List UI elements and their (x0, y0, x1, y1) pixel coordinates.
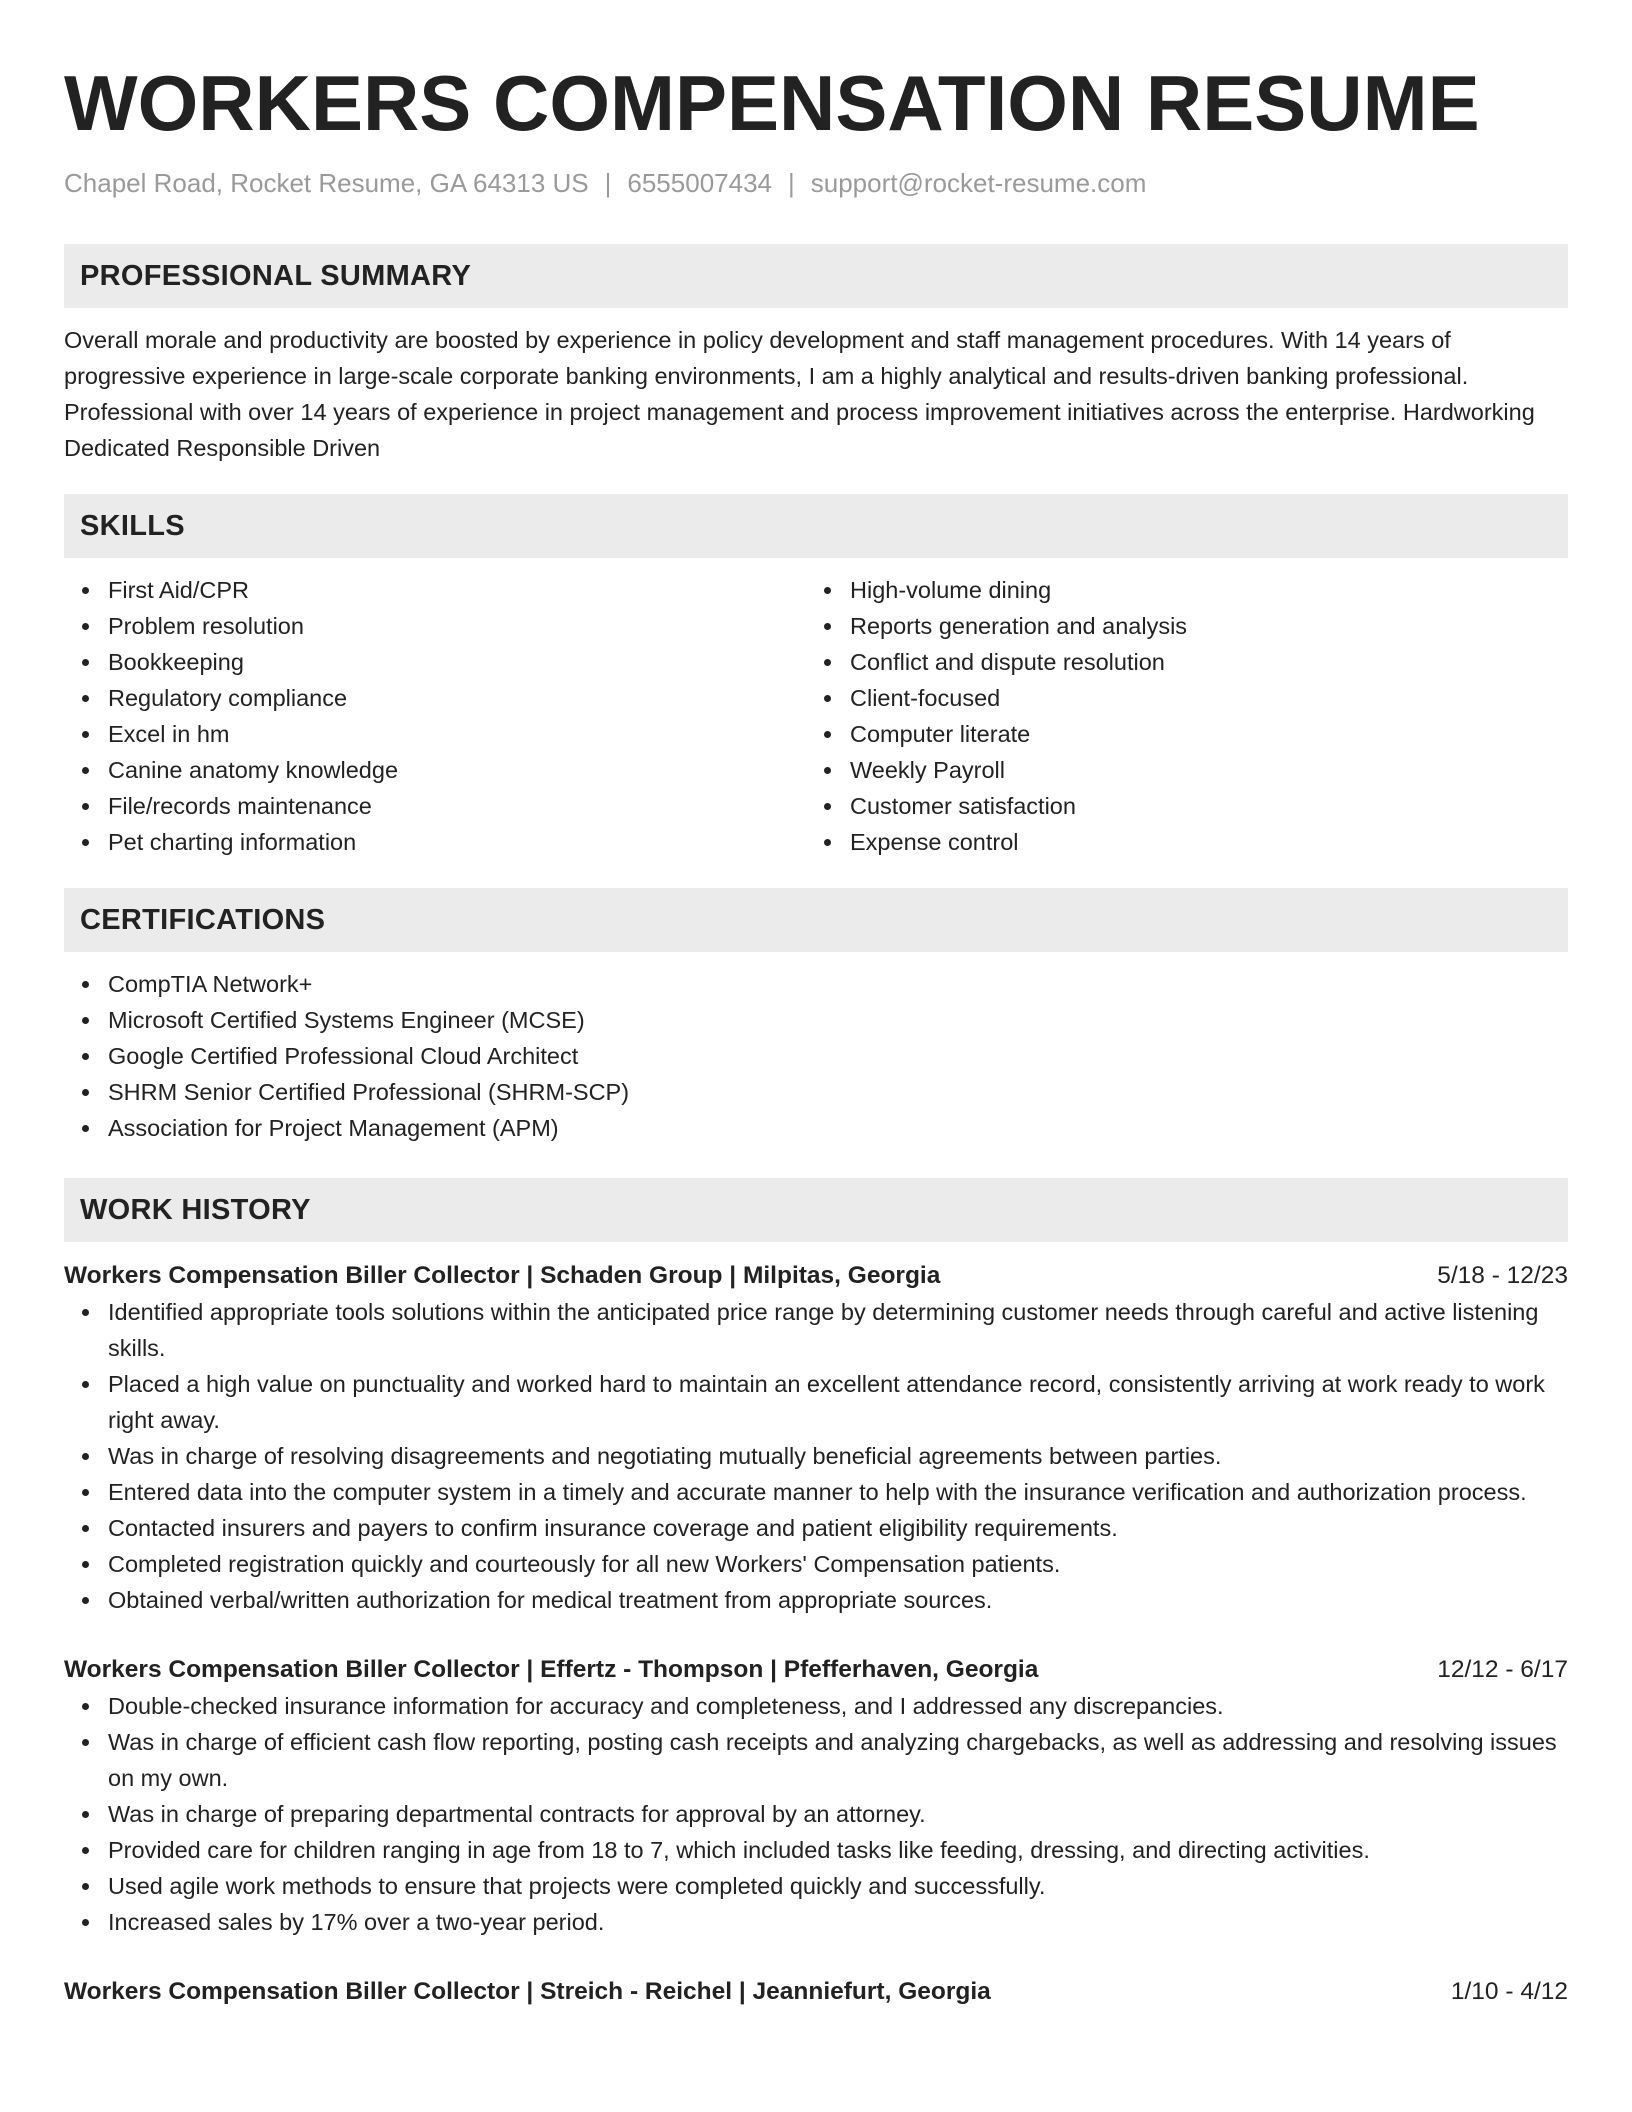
job-bullets (64, 1294, 1568, 1618)
job-bullet: Entered data into the computer system in a timely and accurate manner to help with the insurance verification and authorization process. (108, 1474, 1568, 1510)
contact-separator: | (788, 168, 795, 198)
job-bullet: Placed a high value on punctuality and worked hard to maintain an excellent attendance record, consistently arriving at work ready to work right away. (108, 1366, 1568, 1438)
job-entry (64, 1974, 1568, 2010)
job-bullet: Double-checked insurance information for accuracy and completeness, and I addressed any discrepancies. (108, 1688, 1568, 1724)
summary-text: Overall morale and productivity are boosted by experience in policy development and staff management procedures. With 14 years of progressive experience in large-scale corporate banking environments, I am a highly analytical and results-driven banking professional. Professional with over 14 years of experience in project management and process improvement initiatives across the enterprise. Hardworking Dedicated Responsible Driven (64, 327, 1535, 461)
certification-item: Microsoft Certified Systems Engineer (MCSE) (108, 1002, 1568, 1038)
skill-item: Conflict and dispute resolution (850, 644, 1548, 680)
contact-phone: 6555007434 (627, 168, 772, 198)
skill-item: Reports generation and analysis (850, 608, 1548, 644)
job-title: Workers Compensation Biller Collector | Effertz - Thompson | Pfefferhaven, Georgia (64, 1656, 1039, 1683)
job-bullet: Increased sales by 17% over a two-year period. (108, 1904, 1568, 1940)
skill-item: Bookkeeping (108, 644, 806, 680)
job-entry (64, 1258, 1568, 1618)
job-dates: 1/10 - 4/12 (1450, 1978, 1568, 2005)
job-bullet: Provided care for children ranging in age from 18 to 7, which included tasks like feeding, dressing, and directing activities. (108, 1832, 1568, 1868)
certification-item: Google Certified Professional Cloud Architect (108, 1038, 1568, 1074)
skill-item: First Aid/CPR (108, 572, 806, 608)
skill-item: High-volume dining (850, 572, 1548, 608)
certification-item: SHRM Senior Certified Professional (SHRM-SCP) (108, 1074, 1568, 1110)
job-bullet: Used agile work methods to ensure that projects were completed quickly and successfully. (108, 1868, 1568, 1904)
certification-item: Association for Project Management (APM) (108, 1110, 1568, 1146)
skill-item: Client-focused (850, 680, 1548, 716)
job-header (64, 1258, 1568, 1294)
skill-item: Problem resolution (108, 608, 806, 644)
contact-email[interactable]: support@rocket-resume.com (810, 168, 1147, 198)
resume-page (64, 0, 1568, 2010)
section-title-summary: PROFESSIONAL SUMMARY (80, 259, 472, 292)
skills-list-right (806, 572, 1548, 860)
section-title-work-history: WORK HISTORY (80, 1193, 311, 1226)
job-bullet: Completed registration quickly and courteously for all new Workers' Compensation patients. (108, 1546, 1568, 1582)
job-bullet: Contacted insurers and payers to confirm insurance coverage and patient eligibility requirements. (108, 1510, 1568, 1546)
section-title-certifications: CERTIFICATIONS (80, 903, 326, 936)
job-title: Workers Compensation Biller Collector | Streich - Reichel | Jeanniefurt, Georgia (64, 1978, 991, 2005)
skill-item: File/records maintenance (108, 788, 806, 824)
skill-item: Computer literate (850, 716, 1548, 752)
job-title: Workers Compensation Biller Collector | Schaden Group | Milpitas, Georgia (64, 1262, 941, 1289)
job-header (64, 1974, 1568, 2010)
job-bullet: Identified appropriate tools solutions within the anticipated price range by determining customer needs through careful and active listening skills. (108, 1294, 1568, 1366)
job-entry (64, 1652, 1568, 1940)
skill-item: Canine anatomy knowledge (108, 752, 806, 788)
section-header-summary (64, 244, 1568, 308)
contact-separator: | (604, 168, 612, 198)
job-bullets (64, 1688, 1568, 1940)
skill-item: Customer satisfaction (850, 788, 1548, 824)
section-header-work-history (64, 1178, 1568, 1242)
skill-item: Excel in hm (108, 716, 806, 752)
skills-grid (64, 572, 1568, 860)
skill-item: Regulatory compliance (108, 680, 806, 716)
skill-item: Expense control (850, 824, 1548, 860)
certifications-list (64, 966, 1568, 1146)
section-header-certifications (64, 888, 1568, 952)
skill-item: Weekly Payroll (850, 752, 1548, 788)
skills-list-left (64, 572, 806, 860)
contact-address: Chapel Road, Rocket Resume, GA 64313 US (64, 168, 589, 198)
job-bullet: Was in charge of preparing departmental contracts for approval by an attorney. (108, 1796, 1568, 1832)
job-header (64, 1652, 1568, 1688)
skill-item: Pet charting information (108, 824, 806, 860)
resume-title: WORKERS COMPENSATION RESUME (64, 59, 1480, 147)
job-dates: 5/18 - 12/23 (1437, 1262, 1568, 1289)
section-title-skills: SKILLS (80, 509, 185, 542)
contact-line (64, 166, 1568, 200)
job-bullet: Was in charge of resolving disagreements and negotiating mutually beneficial agreements between parties. (108, 1438, 1568, 1474)
job-bullet: Was in charge of efficient cash flow reporting, posting cash receipts and analyzing chargebacks, as well as addressing and resolving issues on my own. (108, 1724, 1568, 1796)
job-dates: 12/12 - 6/17 (1437, 1656, 1568, 1683)
section-header-skills (64, 494, 1568, 558)
certification-item: CompTIA Network+ (108, 966, 1568, 1002)
job-bullet: Obtained verbal/written authorization for medical treatment from appropriate sources. (108, 1582, 1568, 1618)
